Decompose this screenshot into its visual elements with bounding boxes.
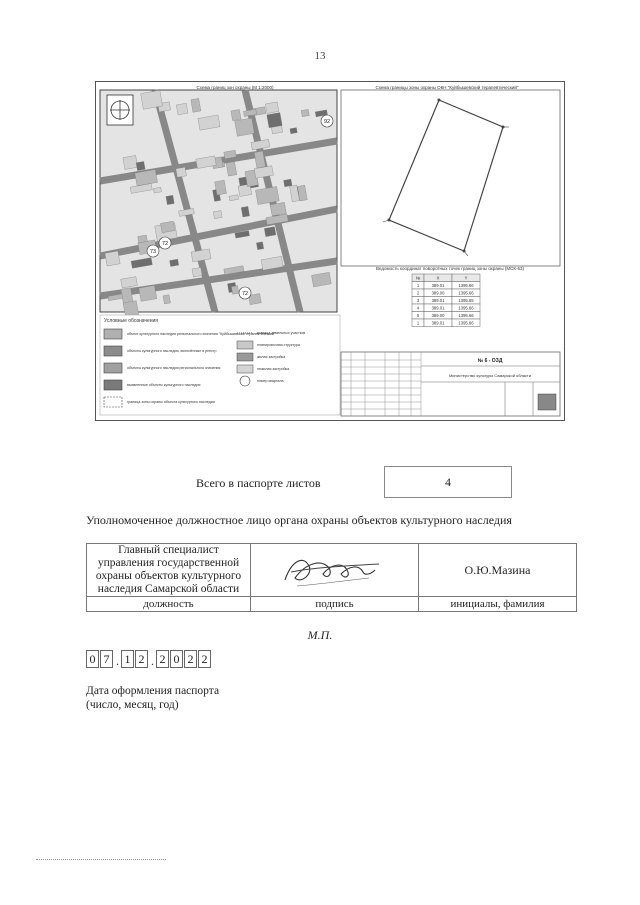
building (192, 267, 202, 277)
building (136, 161, 145, 170)
right-scheme-panel (341, 90, 560, 266)
left-map-title: Схема границ зон охраны (М 1:2000) (196, 85, 274, 90)
handwritten-signature (251, 544, 419, 597)
building (264, 227, 276, 237)
signature-cell (251, 544, 419, 597)
building (256, 242, 263, 250)
date-month-digit: 1 (121, 650, 134, 668)
building (265, 102, 278, 114)
legend-swatch (237, 341, 253, 349)
sheets-count-label: Всего в паспорте листов (196, 476, 321, 490)
date-boxes (86, 650, 212, 668)
date-month-digit: 2 (135, 650, 148, 668)
legend-label: объект культурного наследия регионального значения "Куйбышевский терапевтический" (127, 332, 276, 336)
coord-cell-text: 4 (416, 305, 420, 311)
parcel-label: 73 (149, 249, 157, 255)
stamp-organization: Министерство культуры Самарской области (448, 373, 532, 378)
building (270, 202, 286, 216)
date-caption: Дата оформления паспорта (86, 685, 220, 697)
building (139, 285, 157, 301)
coord-cell-text: 1395.66 (458, 320, 474, 326)
position-line: Главный специалист (118, 544, 219, 556)
sheets-count-box (384, 466, 512, 498)
legend-swatch (104, 363, 122, 373)
name-cell (419, 544, 576, 597)
coord-cell-text: 2 (416, 290, 420, 296)
sheets-count-value: 4 (445, 474, 451, 489)
legend-swatch (237, 353, 253, 361)
organization-logo (538, 394, 556, 410)
building (241, 206, 249, 217)
legend-label: граница зоны охраны объекта культурного наследия (127, 400, 215, 404)
building (170, 259, 179, 266)
building (231, 286, 239, 295)
coordinate-table (412, 274, 480, 327)
building (267, 113, 282, 128)
legend-label: номер квартала (257, 379, 284, 383)
date-day-digit: 0 (86, 650, 99, 668)
date-year-digit: 2 (156, 650, 169, 668)
coord-cell-text: 389.00 (431, 312, 445, 318)
building (176, 167, 187, 177)
building (105, 251, 120, 266)
legend-swatch (104, 329, 122, 339)
coord-cell-text: 1395.65 (458, 297, 474, 303)
title-block-stamp (341, 352, 560, 416)
building (231, 110, 241, 121)
map-sheet (95, 81, 565, 421)
date-year-digit: 2 (184, 650, 197, 668)
parcel-label: 72 (241, 291, 249, 297)
coord-cell-text: 389.01 (431, 282, 445, 288)
parcel-label: 92 (323, 119, 331, 125)
coord-cell-text: 389.01 (431, 320, 445, 326)
building (161, 221, 175, 233)
legend-label: объекты культурного наследия, включённые в реестр (127, 349, 217, 353)
official-heading: Уполномоченное должностное лицо органа охраны объектов культурного наследия (86, 513, 512, 527)
stamp-label: М.П. (307, 628, 333, 642)
building (123, 155, 138, 169)
coord-cell-text: 389.01 (431, 297, 445, 303)
legend-swatch (237, 365, 253, 373)
signature-table (86, 543, 577, 612)
signature-caption: подпись (251, 597, 419, 611)
map-drawing (95, 81, 565, 421)
legend-swatch (104, 380, 122, 390)
date-year-digit: 0 (170, 650, 183, 668)
date-day-digit: 7 (100, 650, 113, 668)
building (141, 90, 163, 109)
coord-cell-text: 1395.66 (458, 290, 474, 296)
coord-cell-text: 1395.66 (458, 305, 474, 311)
parcel-label: 72 (161, 241, 169, 247)
bottom-rule (36, 859, 166, 860)
date-year-digit: 2 (198, 650, 211, 668)
building (290, 128, 297, 134)
position-caption: должность (87, 597, 251, 611)
coord-cell-text: 389.00 (431, 290, 445, 296)
page-number: 13 (314, 50, 326, 62)
legend-swatch (104, 346, 122, 356)
legend-label: выявленные объекты культурного наследия (127, 383, 201, 387)
position-line: наследия Самарской области (97, 583, 240, 595)
position-line: управления государственной (97, 557, 240, 569)
coord-cell-text: X (436, 275, 440, 281)
coord-cell-text: 5 (416, 312, 420, 318)
legend-label: нежилая застройка (257, 367, 290, 371)
coord-cell-text: 1395.66 (458, 282, 474, 288)
legend-swatch (240, 376, 250, 386)
date-separator: . (151, 654, 154, 668)
building (235, 118, 255, 136)
building (213, 211, 222, 219)
legend-label: жилая застройка (257, 355, 286, 359)
coords-title: Ведомость координат поворотных точек границ зоны охраны (МСК-63) (375, 266, 525, 271)
date-subcaption: (число, месяц, год) (86, 699, 179, 711)
coord-cell-text: 3 (416, 297, 420, 303)
building (138, 235, 148, 243)
position-line: охраны объектов культурного (95, 570, 242, 582)
legend-title: Условные обозначения (104, 318, 159, 324)
coord-cell-text: Y (464, 275, 468, 281)
building (284, 179, 292, 187)
coord-cell-text: 389.01 (431, 305, 445, 311)
date-separator: . (116, 654, 119, 668)
stamp-doc-number: № 6 - ОЗД (477, 358, 503, 364)
coord-cell-text: № (415, 275, 421, 281)
legend-label: граница земельных участков (257, 331, 306, 335)
building (166, 195, 174, 204)
coord-cell-text: 1395.66 (458, 312, 474, 318)
right-scheme-title: Схема границы зоны охраны ОКН "Куйбышевский терапевтический" (375, 85, 519, 90)
coord-cell-text: 1 (416, 282, 420, 288)
stamp-frame (341, 352, 560, 416)
position-cell (87, 544, 251, 597)
building (163, 295, 170, 304)
building (176, 103, 188, 115)
building (301, 109, 309, 116)
name-caption: инициалы, фамилия (450, 598, 545, 610)
legend-label: планировочная структура (257, 343, 300, 347)
official-name: О.Ю.Мазина (464, 562, 531, 577)
coord-cell-text: 1 (416, 320, 420, 326)
legend-swatch (104, 397, 122, 407)
legend-label: объекты культурного наследия регионального значения (127, 366, 221, 370)
